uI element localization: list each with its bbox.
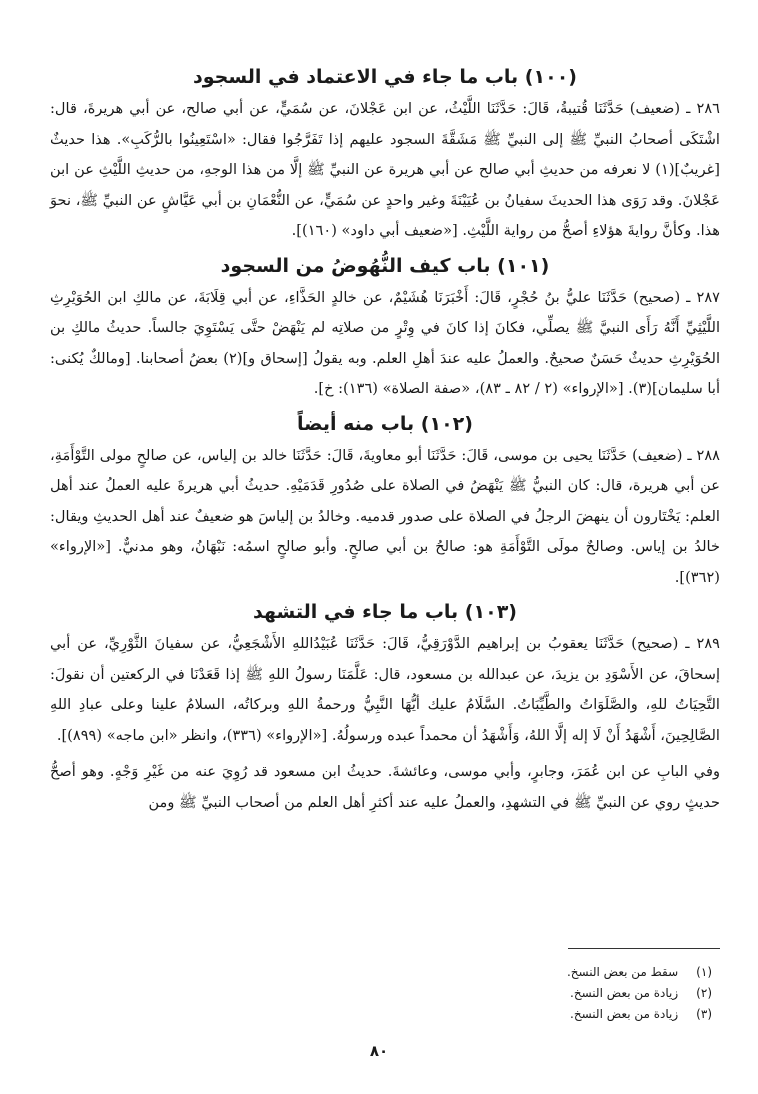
footnote-item: [312, 962, 712, 983]
chapter-heading: (١٠٣) باب ما جاء في التشهد: [253, 601, 517, 623]
chapter-100: [50, 62, 720, 247]
chapter-101: [50, 251, 720, 405]
footnotes: [312, 962, 712, 1025]
chapter-heading: (١٠٢) باب منه أيضاً: [297, 412, 473, 435]
chapter-heading: (١٠١) باب كيف النُّهُوضُ من السجود: [220, 254, 550, 277]
footnote-text: زيادة من بعض النسخ.: [570, 1007, 679, 1021]
footnote-item: [312, 1004, 712, 1025]
hadith-288: ٢٨٨ ـ (ضعيف) حَدَّثَنَا يحيى بن موسى، قَالَ: حَدَّثَنَا أبو معاويةَ، قَالَ: حَدَّثَنَا خالد بن إلياس، عن صالحٍ مولى التَّوْأَمَةِ، عن أبي هريرة، قال: كان النبيُّ ﷺ يَنْهَضُ في الصلاة على صُدُورِ قَدَمَيْهِ. حديثُ أبي هريرةَ عليه العملُ عند أهل العلم: يَخْتَارون أن ينهضَ الرجلُ في الصلاة على صدور قدميه. وخالدُ بن إلياسَ هو ضعيفٌ عند أهل الحديثِ ويقال: خالدُ بن إياس. وصالحٌ مولَى التَّوْأَمَةِ هو: صالحُ بن أبي صالحٍ. وأبو صالحٍ اسمُه: نَبْهَانُ، وهو مدنيٌّ. [«الإرواء» (٣٦٢)].: [50, 446, 720, 586]
page-number: ٨٠: [369, 1042, 389, 1060]
hadith-287: ٢٨٧ ـ (صحيح) حَدَّثَنَا عليُّ بنُ حُجْرٍ، قَالَ: أَخْبَرَنَا هُشَيْمٌ، عن خالدٍ الحَذَّاءِ، عن أبي قِلَابَةَ، عن مالكِ ابن الحُوَيْرِثِ اللَّيْثِيِّ أَنَّهُ رَأَى النبيَّ ﷺ يصلِّي، فكانَ إذا كانَ في وِتْرٍ من صلاتِه لم يَنْهَضْ حتَّى يَسْتَوِيَ جالساً. حديثُ مالكِ بن الحُوَيْرِثِ حديثٌ حَسَنٌ صحيحٌ. والعملُ عليه عندَ أهلِ العلم. وبه يقولُ [إسحاق و](٢) بعضُ أصحابنا. [ومالكٌ يُكنى: أبا سليمان](٣). [«الإرواء» (٢ / ٨٢ ـ ٨٣)، «صفة الصلاة» (١٣٦): خ].: [50, 288, 721, 397]
footnote-text: زيادة من بعض النسخ.: [570, 986, 679, 1000]
chapter-103: [50, 597, 720, 818]
footnote-text: سقط من بعض النسخ.: [566, 965, 679, 979]
footnote-number: (٢): [696, 986, 712, 1000]
footnote-divider: [568, 948, 720, 949]
commentary-paragraph: وفي البابِ عن ابن عُمَرَ، وجابرٍ، وأبي موسى، وعائشةَ. حديثُ ابن مسعود قد رُوِيَ عنه من غَيْرِ وَجْهٍ. وهو أصحُّ حديثٍ روي عن النبيِّ ﷺ في التشهدِ، والعملُ عليه عند أكثرِ أهل العلم من أصحاب النبيِّ ﷺ ومن: [50, 763, 720, 811]
page-body: [50, 62, 720, 822]
footnote-item: [312, 983, 712, 1004]
chapter-heading: (١٠٠) باب ما جاء في الاعتماد في السجود: [193, 66, 577, 88]
footnote-number: (٣): [696, 1007, 712, 1021]
chapter-102: [50, 409, 720, 594]
footnote-number: (١): [696, 965, 712, 979]
hadith-289: ٢٨٩ ـ (صحيح) حَدَّثَنَا يعقوبُ بن إبراهيم الدَّوْرَقِيُّ، قَالَ: حَدَّثَنَا عُبَيْدُاللهِ الأَشْجَعِيُّ، عن سفيانَ الثَّوْرِيِّ، عن أبي إسحاقَ، عن الأَسْوَدِ بن يزيدَ، عن عبدالله بن مسعود، قال: عَلَّمَنَا رسولُ اللهِ ﷺ إذا قَعَدْنَا في الركعتين أن نقولَ: التَّحِيَاتُ للهِ، والصَّلَوَاتُ والطَّيِّبَاتُ. السَّلَامُ عليك أيُّهَا النَّبِيُّ ورحمةُ اللهِ وبركاتُه، السلامُ علينا وعلى عبادِ اللهِ الصَّالِحِينَ، أَشْهَدُ أَنْ لَا إله إلَّا اللهُ، وَأَشْهَدُ أن محمداً عبده ورسولُهُ. [«الإرواء» (٣٣٦)، وانظر «ابن ماجه» (٨٩٩)].: [50, 635, 720, 744]
hadith-286: ٢٨٦ ـ (ضعيف) حَدَّثَنَا قُتيبةُ، قَالَ: حَدَّثَنَا اللَّيْثُ، عن ابن عَجْلانَ، عن سُمَيٍّ، عن أبي صالح، عن أبي هريرةَ، قال: اشْتَكَى أصحابُ النبيِّ ﷺ إلى النبيِّ ﷺ مَشَقَّةَ السجود عليهم إذا تَفَرَّجُوا فقال: «اسْتَعِينُوا بالرُّكَبِ». هذا حديثٌ [غريبٌ](١) لا نعرفه من حديثِ أبي صالح عن أبي هريرة عن النبيِّ ﷺ إلَّا من هذا الوجهِ، من حديثِ اللَّيْثِ عن ابن عَجْلانَ. وقد رَوَى هذا الحديثَ سفيانُ بن عُيَيْنَةَ وغير واحدٍ عن سُمَيٍّ، عن النُّعْمَانِ بن أبي عَيَّاشٍ عن النبيِّ ﷺ، نحوَ هذا. وكأنَّ روايةَ هؤلاءِ أصحُّ من رواية اللَّيْثِ. [«ضعيف أبي داود» (١٦٠)].: [50, 100, 720, 239]
